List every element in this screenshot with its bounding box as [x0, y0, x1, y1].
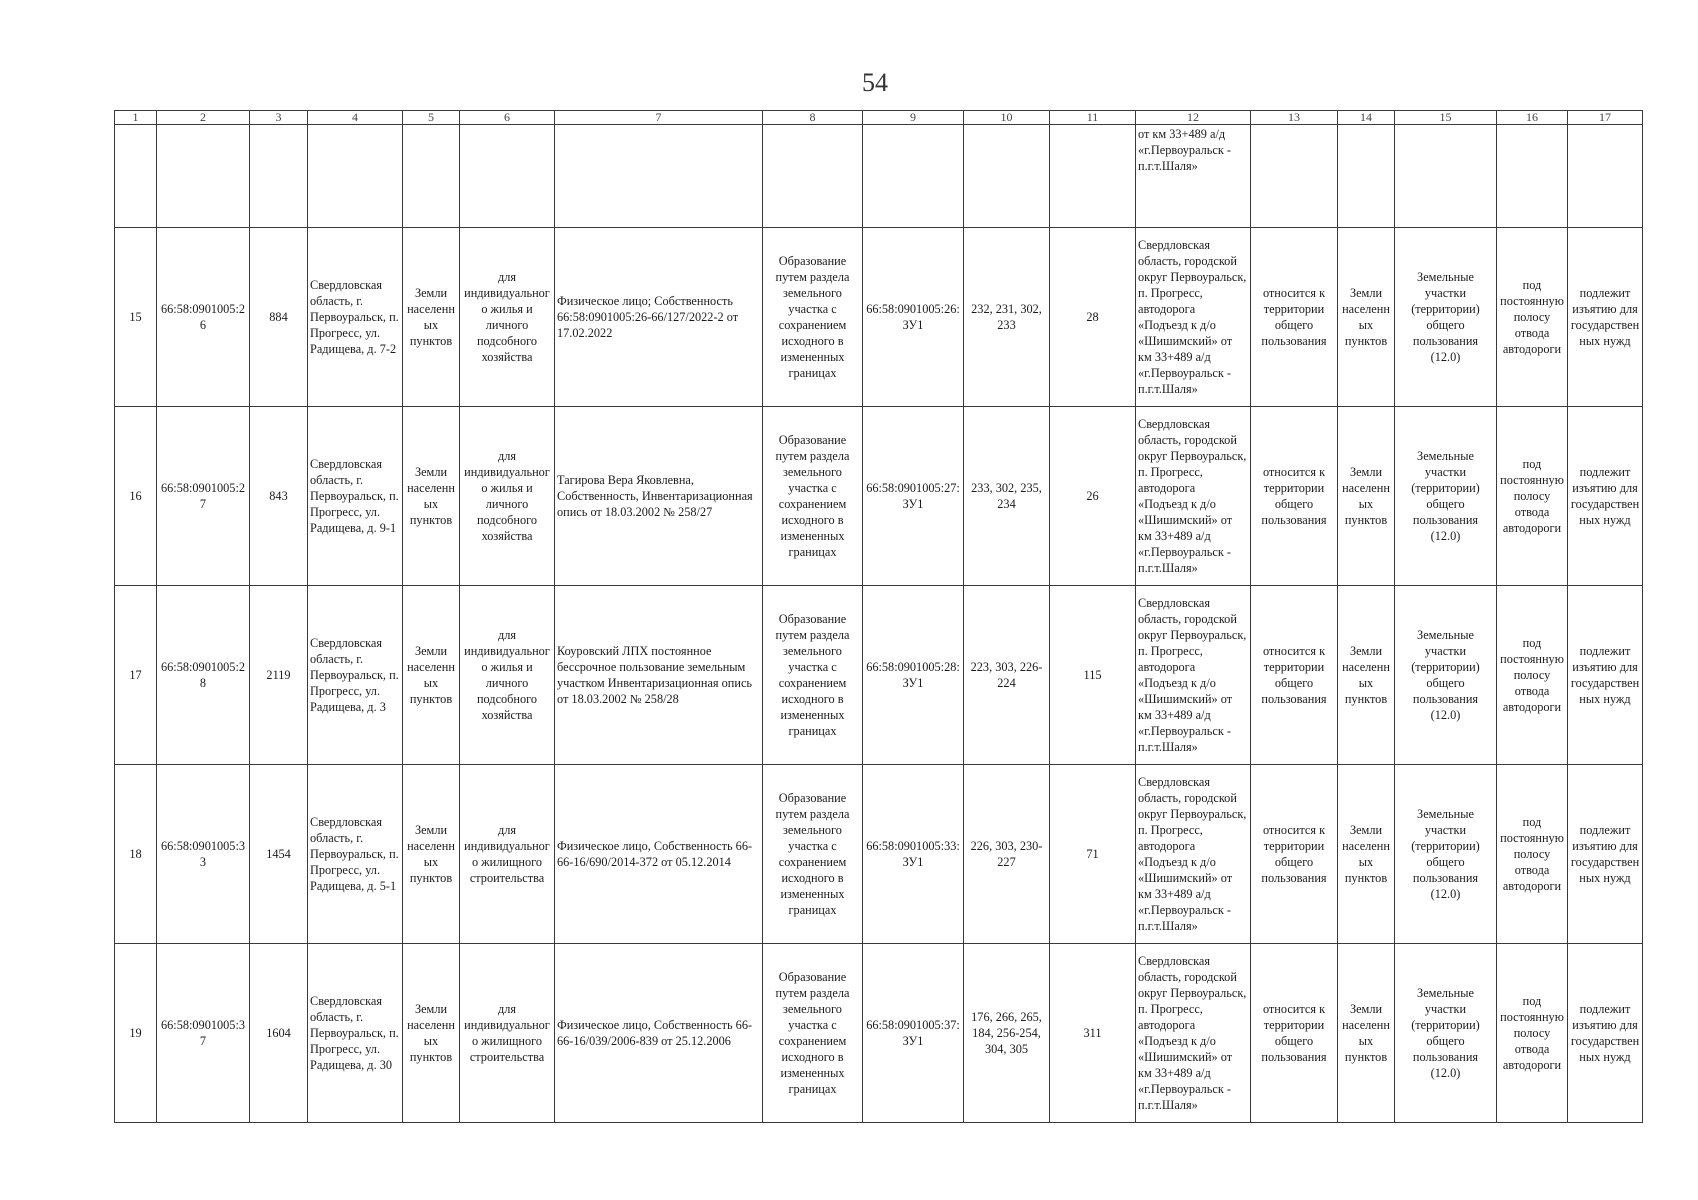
cadastral-number-cell: 66:58:0901005:37	[157, 944, 250, 1123]
territory-relation-cell: относится к территории общего пользования	[1251, 944, 1338, 1123]
new-plot-id-cell: 66:58:0901005:26:ЗУ1	[863, 228, 964, 407]
column-number: 1	[115, 111, 157, 125]
new-area-cell: 115	[1050, 586, 1136, 765]
location-cell: Свердловская область, городской округ Первоуральск, п. Прогресс, автодорога «Подъезд к д/о «Шишимский» от км 33+489 а/д «г.Первоуральск - п.г.т.Шаля»	[1136, 765, 1251, 944]
column-number: 12	[1136, 111, 1251, 125]
row-number-cell: 16	[115, 407, 157, 586]
cadastral-number-cell: 66:58:0901005:33	[157, 765, 250, 944]
formation-method-cell: Образование путем раздела земельного участка с сохранением исходного в измененных границах	[763, 228, 863, 407]
status-cell: подлежит изъятию для государственных нужд	[1568, 765, 1643, 944]
owner-rights-cell: Коуровский ЛПХ постоянное бессрочное пользование земельным участком Инвентаризационная опись от 18.03.2002 № 258/28	[555, 586, 763, 765]
new-plot-id-cell: 66:58:0901005:28:ЗУ1	[863, 586, 964, 765]
area-cell: 1454	[250, 765, 308, 944]
new-land-category-cell: Земли населенных пунктов	[1338, 407, 1395, 586]
new-plot-id-cell: 66:58:0901005:27:ЗУ1	[863, 407, 964, 586]
table-row	[115, 765, 1643, 944]
address-cell: Свердловская область, г. Первоуральск, п. Прогресс, ул. Радищева, д. 3	[308, 586, 403, 765]
column-number: 17	[1568, 111, 1643, 125]
page-number: 54	[862, 68, 888, 97]
column-number: 9	[863, 111, 964, 125]
row-number-cell: 18	[115, 765, 157, 944]
land-category-cell: Земли населенных пунктов	[403, 228, 460, 407]
table-row	[115, 228, 1643, 407]
permitted-use-cell: для индивидуального жилищного строительства	[460, 765, 555, 944]
new-land-category-cell: Земли населенных пунктов	[1338, 228, 1395, 407]
new-permitted-use-cell: Земельные участки (территории) общего пользования (12.0)	[1395, 765, 1497, 944]
table-row	[115, 586, 1643, 765]
new-area-cell: 311	[1050, 944, 1136, 1123]
boundary-points-cell: 223, 303, 226-224	[964, 586, 1050, 765]
permitted-use-cell: для индивидуального жилья и личного подсобного хозяйства	[460, 407, 555, 586]
territory-relation-cell: относится к территории общего пользования	[1251, 228, 1338, 407]
territory-relation-cell: относится к территории общего пользования	[1251, 407, 1338, 586]
land-category-cell: Земли населенных пунктов	[403, 765, 460, 944]
purpose-cell: под постоянную полосу отвода автодороги	[1497, 407, 1568, 586]
column-number: 4	[308, 111, 403, 125]
column-number: 10	[964, 111, 1050, 125]
address-cell: Свердловская область, г. Первоуральск, п. Прогресс, ул. Радищева, д. 5-1	[308, 765, 403, 944]
new-area-cell: 71	[1050, 765, 1136, 944]
formation-method-cell: Образование путем раздела земельного участка с сохранением исходного в измененных границах	[763, 586, 863, 765]
location-cell: Свердловская область, городской округ Первоуральск, п. Прогресс, автодорога «Подъезд к д/о «Шишимский» от км 33+489 а/д «г.Первоуральск - п.г.т.Шаля»	[1136, 586, 1251, 765]
land-plot-table	[114, 110, 1643, 1123]
column-number: 2	[157, 111, 250, 125]
cadastral-number-cell: 66:58:0901005:26	[157, 228, 250, 407]
new-area-cell: 26	[1050, 407, 1136, 586]
owner-rights-cell: Физическое лицо, Собственность 66-66-16/039/2006-839 от 25.12.2006	[555, 944, 763, 1123]
new-area-cell: 28	[1050, 228, 1136, 407]
new-land-category-cell: Земли населенных пунктов	[1338, 586, 1395, 765]
owner-rights-cell: Тагирова Вера Яковлевна, Собственность, Инвентаризационная опись от 18.03.2002 № 258/27	[555, 407, 763, 586]
column-number: 8	[763, 111, 863, 125]
new-permitted-use-cell: Земельные участки (территории) общего пользования (12.0)	[1395, 228, 1497, 407]
column-number: 6	[460, 111, 555, 125]
location-cell: Свердловская область, городской округ Первоуральск, п. Прогресс, автодорога «Подъезд к д/о «Шишимский» от км 33+489 а/д «г.Первоуральск - п.г.т.Шаля»	[1136, 228, 1251, 407]
cadastral-number-cell: 66:58:0901005:27	[157, 407, 250, 586]
permitted-use-cell: для индивидуального жилья и личного подсобного хозяйства	[460, 228, 555, 407]
column-number: 5	[403, 111, 460, 125]
area-cell: 884	[250, 228, 308, 407]
area-cell: 1604	[250, 944, 308, 1123]
formation-method-cell: Образование путем раздела земельного участка с сохранением исходного в измененных границах	[763, 407, 863, 586]
area-cell: 843	[250, 407, 308, 586]
address-cell: Свердловская область, г. Первоуральск, п. Прогресс, ул. Радищева, д. 30	[308, 944, 403, 1123]
table-row	[115, 407, 1643, 586]
column-number: 14	[1338, 111, 1395, 125]
permitted-use-cell: для индивидуального жилья и личного подсобного хозяйства	[460, 586, 555, 765]
column-number: 7	[555, 111, 763, 125]
cadastral-number-cell: 66:58:0901005:28	[157, 586, 250, 765]
column-number: 11	[1050, 111, 1136, 125]
column-number: 3	[250, 111, 308, 125]
new-permitted-use-cell: Земельные участки (территории) общего пользования (12.0)	[1395, 586, 1497, 765]
row-number-cell: 17	[115, 586, 157, 765]
purpose-cell: под постоянную полосу отвода автодороги	[1497, 228, 1568, 407]
area-cell: 2119	[250, 586, 308, 765]
land-category-cell: Земли населенных пунктов	[403, 407, 460, 586]
new-land-category-cell: Земли населенных пунктов	[1338, 765, 1395, 944]
row-number-cell: 15	[115, 228, 157, 407]
purpose-cell: под постоянную полосу отвода автодороги	[1497, 765, 1568, 944]
address-cell: Свердловская область, г. Первоуральск, п. Прогресс, ул. Радищева, д. 7-2	[308, 228, 403, 407]
permitted-use-cell: для индивидуального жилищного строительства	[460, 944, 555, 1123]
location-cell: Свердловская область, городской округ Первоуральск, п. Прогресс, автодорога «Подъезд к д/о «Шишимский» от км 33+489 а/д «г.Первоуральск - п.г.т.Шаля»	[1136, 944, 1251, 1123]
boundary-points-cell: 233, 302, 235, 234	[964, 407, 1050, 586]
formation-method-cell: Образование путем раздела земельного участка с сохранением исходного в измененных границах	[763, 765, 863, 944]
new-plot-id-cell: 66:58:0901005:33:ЗУ1	[863, 765, 964, 944]
location-cell: Свердловская область, городской округ Первоуральск, п. Прогресс, автодорога «Подъезд к д/о «Шишимский» от км 33+489 а/д «г.Первоуральск - п.г.т.Шаля»	[1136, 407, 1251, 586]
location-cell: от км 33+489 а/д «г.Первоуральск - п.г.т.Шаля»	[1136, 125, 1251, 228]
row-number-cell: 19	[115, 944, 157, 1123]
status-cell: подлежит изъятию для государственных нужд	[1568, 944, 1643, 1123]
formation-method-cell: Образование путем раздела земельного участка с сохранением исходного в измененных границах	[763, 944, 863, 1123]
boundary-points-cell: 232, 231, 302, 233	[964, 228, 1050, 407]
territory-relation-cell: относится к территории общего пользования	[1251, 765, 1338, 944]
land-category-cell: Земли населенных пунктов	[403, 944, 460, 1123]
address-cell: Свердловская область, г. Первоуральск, п. Прогресс, ул. Радищева, д. 9-1	[308, 407, 403, 586]
territory-relation-cell: относится к территории общего пользования	[1251, 586, 1338, 765]
owner-rights-cell: Физическое лицо; Собственность 66:58:0901005:26-66/127/2022-2 от 17.02.2022	[555, 228, 763, 407]
boundary-points-cell: 226, 303, 230-227	[964, 765, 1050, 944]
new-plot-id-cell: 66:58:0901005:37:ЗУ1	[863, 944, 964, 1123]
status-cell: подлежит изъятию для государственных нужд	[1568, 228, 1643, 407]
new-permitted-use-cell: Земельные участки (территории) общего пользования (12.0)	[1395, 944, 1497, 1123]
status-cell: подлежит изъятию для государственных нужд	[1568, 586, 1643, 765]
boundary-points-cell: 176, 266, 265, 184, 256-254, 304, 305	[964, 944, 1050, 1123]
new-permitted-use-cell: Земельные участки (территории) общего пользования (12.0)	[1395, 407, 1497, 586]
land-category-cell: Земли населенных пунктов	[403, 586, 460, 765]
column-number-row	[115, 111, 1643, 125]
continuation-row	[115, 125, 1643, 228]
table-row	[115, 944, 1643, 1123]
status-cell: подлежит изъятию для государственных нужд	[1568, 407, 1643, 586]
purpose-cell: под постоянную полосу отвода автодороги	[1497, 586, 1568, 765]
column-number: 13	[1251, 111, 1338, 125]
column-number: 15	[1395, 111, 1497, 125]
purpose-cell: под постоянную полосу отвода автодороги	[1497, 944, 1568, 1123]
new-land-category-cell: Земли населенных пунктов	[1338, 944, 1395, 1123]
column-number: 16	[1497, 111, 1568, 125]
owner-rights-cell: Физическое лицо, Собственность 66-66-16/690/2014-372 от 05.12.2014	[555, 765, 763, 944]
